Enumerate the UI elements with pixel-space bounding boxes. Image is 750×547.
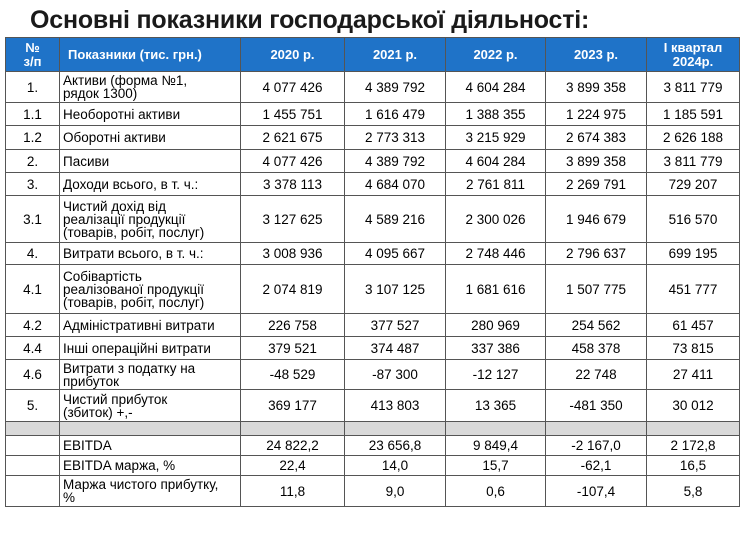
row-value: 4 684 070 (345, 173, 446, 196)
table-row (6, 72, 740, 103)
header-year-2020: 2020 р. (241, 38, 345, 72)
header-year-2023: 2023 р. (546, 38, 647, 72)
row-value: 3 378 113 (241, 173, 345, 196)
row-value: 73 815 (647, 337, 740, 360)
row-label: Витрати з податку на прибуток (60, 360, 241, 390)
row-number: 5. (6, 390, 60, 422)
table-row (6, 196, 740, 243)
row-value: 27 411 (647, 360, 740, 390)
row-value: 374 487 (345, 337, 446, 360)
row-number: 3.1 (6, 196, 60, 243)
row-number: 1.2 (6, 126, 60, 150)
row-value: 2 621 675 (241, 126, 345, 150)
table-row (6, 360, 740, 390)
row-value: 1 616 479 (345, 103, 446, 126)
row-value: 9 849,4 (446, 436, 546, 456)
row-value: 1 507 775 (546, 265, 647, 314)
table-row (6, 265, 740, 314)
header-q1-2024: І квартал 2024р. (647, 38, 740, 72)
row-value: 24 822,2 (241, 436, 345, 456)
row-number: 1. (6, 72, 60, 103)
row-value: 1 681 616 (446, 265, 546, 314)
row-value: 11,8 (241, 476, 345, 507)
row-label: EBITDA (60, 436, 241, 456)
row-value: 2 674 383 (546, 126, 647, 150)
row-value: 2 796 637 (546, 243, 647, 265)
row-number: 2. (6, 150, 60, 173)
table-row (6, 390, 740, 422)
table-row (6, 173, 740, 196)
row-value: 699 195 (647, 243, 740, 265)
row-label: Необоротні активи (60, 103, 241, 126)
row-value: 22,4 (241, 456, 345, 476)
row-value: 4 604 284 (446, 72, 546, 103)
table-row (6, 150, 740, 173)
row-value: 2 761 811 (446, 173, 546, 196)
table-row (6, 103, 740, 126)
row-value: 2 773 313 (345, 126, 446, 150)
row-value: -107,4 (546, 476, 647, 507)
row-number (6, 456, 60, 476)
table-header-row (6, 38, 740, 72)
row-value: 516 570 (647, 196, 740, 243)
row-value: -87 300 (345, 360, 446, 390)
row-value: 0,6 (446, 476, 546, 507)
row-value: 226 758 (241, 314, 345, 337)
row-value: 451 777 (647, 265, 740, 314)
header-year-2022: 2022 р. (446, 38, 546, 72)
row-number: 4.2 (6, 314, 60, 337)
row-value: 4 604 284 (446, 150, 546, 173)
row-label: Чистий дохід від реалізації продукції (товарів, робіт, послуг) (60, 196, 241, 243)
row-value: 413 803 (345, 390, 446, 422)
row-value: 2 300 026 (446, 196, 546, 243)
row-value: 13 365 (446, 390, 546, 422)
row-value: 14,0 (345, 456, 446, 476)
row-value: 61 457 (647, 314, 740, 337)
row-value: 1 224 975 (546, 103, 647, 126)
row-number: 4.6 (6, 360, 60, 390)
row-value: 3 127 625 (241, 196, 345, 243)
table-row (6, 436, 740, 456)
separator-row (6, 422, 740, 436)
row-value: 4 589 216 (345, 196, 446, 243)
row-number: 3. (6, 173, 60, 196)
row-number: 4.4 (6, 337, 60, 360)
row-value: 3 215 929 (446, 126, 546, 150)
row-value: 2 074 819 (241, 265, 345, 314)
row-label: Маржа чистого прибутку, % (60, 476, 241, 507)
table-row (6, 126, 740, 150)
row-value: -2 167,0 (546, 436, 647, 456)
row-value: 3 107 125 (345, 265, 446, 314)
row-value: 377 527 (345, 314, 446, 337)
row-value: 280 969 (446, 314, 546, 337)
row-value: 9,0 (345, 476, 446, 507)
row-value: 30 012 (647, 390, 740, 422)
separator-cell (647, 422, 740, 436)
table-row (6, 476, 740, 507)
row-value: -48 529 (241, 360, 345, 390)
table-row (6, 456, 740, 476)
row-value: 2 626 188 (647, 126, 740, 150)
row-value: 3 899 358 (546, 150, 647, 173)
row-value: 4 077 426 (241, 150, 345, 173)
separator-cell (446, 422, 546, 436)
row-value: 4 095 667 (345, 243, 446, 265)
row-value: 254 562 (546, 314, 647, 337)
header-num: № з/п (6, 38, 60, 72)
row-value: 22 748 (546, 360, 647, 390)
row-label: EBITDA маржа, % (60, 456, 241, 476)
indicators-table (5, 37, 740, 507)
row-value: 4 077 426 (241, 72, 345, 103)
row-value: 3 008 936 (241, 243, 345, 265)
row-value: 5,8 (647, 476, 740, 507)
row-label: Активи (форма №1, рядок 1300) (60, 72, 241, 103)
table-row (6, 243, 740, 265)
row-number: 1.1 (6, 103, 60, 126)
row-value: 2 172,8 (647, 436, 740, 456)
row-value: 16,5 (647, 456, 740, 476)
row-value: -481 350 (546, 390, 647, 422)
row-value: -62,1 (546, 456, 647, 476)
row-label: Чистий прибуток (збиток) +,- (60, 390, 241, 422)
row-value: 4 389 792 (345, 72, 446, 103)
row-value: 729 207 (647, 173, 740, 196)
row-value: 23 656,8 (345, 436, 446, 456)
row-value: 1 946 679 (546, 196, 647, 243)
row-value: 379 521 (241, 337, 345, 360)
table-row (6, 314, 740, 337)
row-label: Інші операційні витрати (60, 337, 241, 360)
row-label: Оборотні активи (60, 126, 241, 150)
row-number (6, 436, 60, 456)
row-label: Собівартість реалізованої продукції (товарів, робіт, послуг) (60, 265, 241, 314)
page-title: Основні показники господарської діяльності: (30, 6, 590, 34)
row-value: -12 127 (446, 360, 546, 390)
row-label: Адміністративні витрати (60, 314, 241, 337)
separator-cell (345, 422, 446, 436)
row-value: 1 455 751 (241, 103, 345, 126)
row-value: 1 388 355 (446, 103, 546, 126)
row-label: Доходи всього, в т. ч.: (60, 173, 241, 196)
row-value: 2 269 791 (546, 173, 647, 196)
separator-cell (60, 422, 241, 436)
row-value: 1 185 591 (647, 103, 740, 126)
row-value: 4 389 792 (345, 150, 446, 173)
row-value: 15,7 (446, 456, 546, 476)
separator-cell (546, 422, 647, 436)
header-indicator: Показники (тис. грн.) (60, 38, 241, 72)
separator-cell (6, 422, 60, 436)
row-label: Витрати всього, в т. ч.: (60, 243, 241, 265)
header-year-2021: 2021 р. (345, 38, 446, 72)
row-value: 369 177 (241, 390, 345, 422)
row-value: 3 811 779 (647, 72, 740, 103)
separator-cell (241, 422, 345, 436)
row-number: 4.1 (6, 265, 60, 314)
table-row (6, 337, 740, 360)
row-number: 4. (6, 243, 60, 265)
row-value: 2 748 446 (446, 243, 546, 265)
row-label: Пасиви (60, 150, 241, 173)
row-value: 337 386 (446, 337, 546, 360)
row-value: 3 811 779 (647, 150, 740, 173)
row-value: 458 378 (546, 337, 647, 360)
row-number (6, 476, 60, 507)
row-value: 3 899 358 (546, 72, 647, 103)
